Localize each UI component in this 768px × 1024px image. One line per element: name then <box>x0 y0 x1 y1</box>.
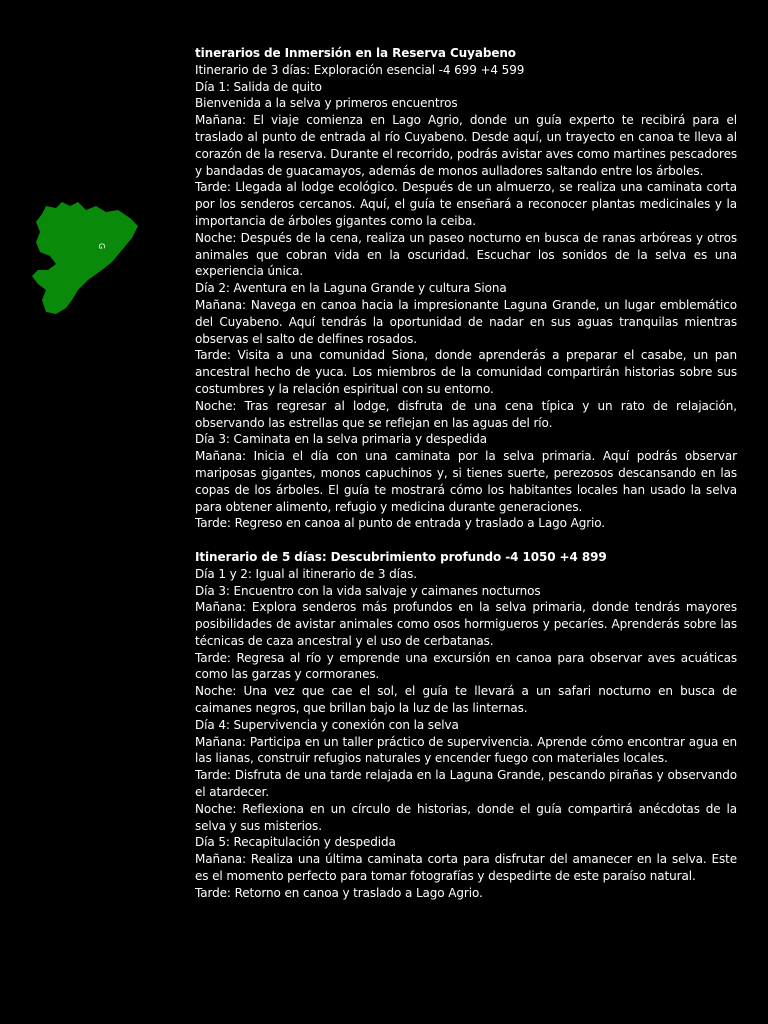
itinerary-5-lines <box>195 566 737 902</box>
itinerary-5-title: Itinerario de 5 días: Descubrimiento profundo -4 1050 +4 899 <box>195 549 607 564</box>
itinerary-5-line: Tarde: Retorno en canoa y traslado a Lago Agrio. <box>195 885 483 900</box>
itinerary-document <box>195 45 737 902</box>
itinerary-5-line: Noche: Una vez que cae el sol, el guía te llevará a un safari nocturno en busca de caimanes negros, que brillan bajo la luz de las linternas. <box>195 684 737 716</box>
itinerary-5-line: Mañana: Realiza una última caminata corta para disfrutar del amanecer en la selva. Este es el momento perfecto para tomar fotografías y despedirte de este paraíso natural. <box>195 852 737 884</box>
itinerary-3-line: Mañana: El viaje comienza en Lago Agrio, donde un guía experto te recibirá para el traslado al punto de entrada al río Cuyabeno. Desde aquí, un trayecto en canoa te lleva al corazón de la reserva. Durante el recorrido, podrás avistar aves como martines pescadores y bandadas de guacamayos, además de monos aulladores saltando entre los árboles. <box>195 113 737 178</box>
itinerary-3-line: Mañana: Navega en canoa hacia la impresionante Laguna Grande, un lugar emblemático del Cuyabeno. Aquí tendrás la oportunidad de nadar en sus aguas tranquilas mientras observas el salto de delfines rosados. <box>195 297 737 346</box>
itinerary-5-line: Mañana: Explora senderos más profundos en la selva primaria, donde tendrás mayores posibilidades de avistar animales como osos hormigueros y pecaríes. Aprenderás sobre las técnicas de caza ancestral y el uso de cerbatanas. <box>195 600 737 648</box>
itinerary-5-line: Día 4: Supervivencia y conexión con la selva <box>195 717 459 732</box>
itinerary-3-line: Noche: Después de la cena, realiza un paseo nocturno en busca de ranas arbóreas y otros animales que cobran vida en la oscuridad. Escuchar los sonidos de la selva es una experiencia única. <box>195 230 737 279</box>
itinerary-3-title: Itinerario de 3 días: Exploración esencial -4 699 +4 599 <box>195 62 525 77</box>
itinerary-5-line: Tarde: Regresa al río y emprende una excursión en canoa para observar aves acuáticas como las garzas y cormoranes. <box>195 650 737 682</box>
itinerary-5-line: Día 1 y 2: Igual al itinerario de 3 días. <box>195 566 417 581</box>
itinerary-3-line: Día 3: Caminata en la selva primaria y despedida <box>195 432 488 447</box>
itinerary-3-line: Tarde: Llegada al lodge ecológico. Después de un almuerzo, se realiza una caminata corta por los senderos cercanos. Aquí, el guía te enseñará a reconocer plantas medicinales y la importancia de árboles gigantes como la ceiba. <box>195 180 737 228</box>
itinerary-3-line: Mañana: Inicia el día con una caminata por la selva primaria. Aquí podrás observar mariposas gigantes, monos capuchinos y, si tienes suerte, perezosos descansando en las copas de los árboles. El guía te mostrará cómo los habitantes locales han usado la selva para obtener alimento, refugio y medicina durante generaciones. <box>195 449 737 514</box>
itinerary-5-line: Noche: Reflexiona en un círculo de historias, donde el guía compartirá anécdotas de la selva y sus misterios. <box>195 801 737 833</box>
itinerary-5-line: Mañana: Participa en un taller práctico de supervivencia. Aprende cómo encontrar agua en las lianas, construir refugios naturales y encender fuego con materiales locales. <box>195 734 737 766</box>
itinerary-3-line: Tarde: Visita a una comunidad Siona, donde aprenderás a preparar el casabe, un pan ancestral hecho de yuca. Los miembros de la comunidad compartirán historias sobre sus costumbres y la relación espiritual con su entorno. <box>195 348 737 396</box>
document-heading: tinerarios de Inmersión en la Reserva Cuyabeno <box>195 46 516 60</box>
itinerary-3-line: Tarde: Regreso en canoa al punto de entrada y traslado a Lago Agrio. <box>195 516 606 531</box>
itinerary-3-line: Bienvenida a la selva y primeros encuentros <box>195 96 458 111</box>
ecuador-map-shape <box>32 202 138 314</box>
itinerary-5-line: Día 3: Encuentro con la vida salvaje y caimanes nocturnos <box>195 583 541 598</box>
ecuador-map-icon <box>26 196 144 320</box>
itinerary-5-line: Tarde: Disfruta de una tarde relajada en la Laguna Grande, pescando pirañas y observando el atardecer. <box>195 768 737 800</box>
itinerary-5-line: Día 5: Recapitulación y despedida <box>195 835 396 850</box>
map-label: G <box>97 243 106 250</box>
section-spacer <box>195 532 737 549</box>
itinerary-3-line: Día 1: Salida de quito <box>195 79 322 94</box>
itinerary-3-line: Día 2: Aventura en la Laguna Grande y cultura Siona <box>195 281 507 296</box>
itinerary-3-lines <box>195 79 737 533</box>
itinerary-3-line: Noche: Tras regresar al lodge, disfruta de una cena típica y un rato de relajación, observando las estrellas que se reflejan en las aguas del río. <box>195 398 737 430</box>
